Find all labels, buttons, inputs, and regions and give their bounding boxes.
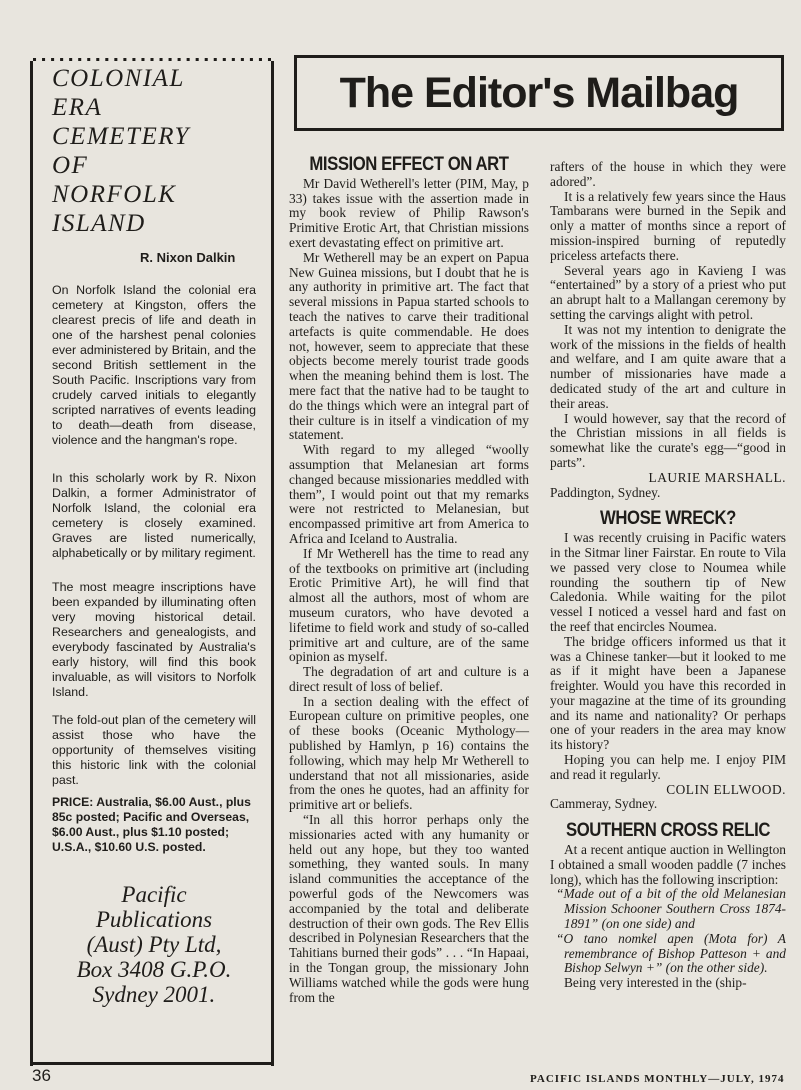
ad-border-right <box>271 60 274 1066</box>
letter-paragraph: “In all this horror perhaps only the missionaries acted with any humanity or held out any hope, but they too wanted something, they wanted souls. In many island communities the acceptance of the powerful gods of the Newcomers was accompanied by the total and deliberate destruction of their own gods. The Rev Ellis described in Polynesian Researchers that the Tahitians burned their gods” . . . “In Hapaai, in the Tongan group, the missionary John Williams watched while the gods were hung from the <box>289 812 529 1005</box>
letter-paragraph: I would however, say that the record of the Christian missions in all fields is somewhat like the curate's egg—“good in parts”. <box>550 410 786 470</box>
letter-paragraph: At a recent antique auction in Wellington I obtained a small wooden paddle (7 inches long), which has the following inscription: <box>550 842 786 887</box>
running-footer: PACIFIC ISLANDS MONTHLY—JULY, 1974 <box>530 1073 785 1085</box>
letter-paragraph: I was recently cruising in Pacific waters in the Sitmar liner Fairstar. En route to Vila we passed very close to Noumea while rounding the southern tip of New Caledonia. While waiting for the pilot vessel I noticed a vessel hard and fast on the reef that encircles Noumea. <box>550 530 786 634</box>
ad-publisher-address: Pacific Publications (Aust) Pty Ltd, Box 3408 G.P.O. Sydney 2001. <box>76 882 232 1007</box>
letter-location: Cammeray, Sydney. <box>550 796 658 812</box>
page-number: 36 <box>32 1066 51 1085</box>
letter-heading: SOUTHERN CROSS RELIC <box>566 820 770 842</box>
ad-border-bottom <box>30 1062 274 1065</box>
letter-paragraph: If Mr Wetherell has the time to read any of the textbooks on primitive art (including Erotic Primitive Art), he will find that almost all the authors, most of whom are museum curators, who have devoted a lifetime to field work and study of so-called primitive art and culture, are of the same opinion as myself. <box>289 545 529 665</box>
ad-paragraph: On Norfolk Island the colonial era cemetery at Kingston, offers the clearest precis of life and death in one of the harshest penal colonies ever administered by Britain, and the second British settlement in the South Pacific. Inscriptions vary from crudely carved initials to elegantly scripted narratives of events leading to death—death from disease, violence and the hangman's rope. <box>52 283 256 447</box>
letter-paragraph: Mr Wetherell may be an expert on Papua New Guinea missions, but I doubt that he is any authority in primitive art. The fact that several missions in Papua started schools to teach the natives to carve their traditional artefacts is quite commendable. He does not, however, seem to appreciate that these objects become merely tourist trade goods when the meaning behind them is lost. The mere fact that the native had to be taught to do the things which were an integral part of their culture is in itself a vindication of my statement. <box>289 249 529 443</box>
letter-heading: WHOSE WRECK? <box>600 508 736 530</box>
ad-price: PRICE: Australia, $6.00 Aust., plus 85c posted; Pacific and Overseas, $6.00 Aust., plus $1.10 posted; U.S.A., $10.60 U.S. posted. <box>52 795 251 854</box>
letter-paragraph: The bridge officers informed us that it was a Chinese tanker—but it looked to me as if it might have been a Japanese freighter. Would you have this recorded in your magazine at the time of its grounding and its name and nationality? Or perhaps one of your readers in the area may know its history? <box>550 633 786 753</box>
ad-book-title: COLONIAL ERA CEMETERY OF NORFOLK ISLAND <box>52 65 190 237</box>
letter-paragraph: rafters of the house in which they were adored”. <box>550 159 786 189</box>
letter-paragraph: In a section dealing with the effect of European culture on primitive peoples, one of these books (Oceanic Mythology—published by Hamlyn, p 16) contains the following, which may help Mr Wetherell to understand that not all missionaries, aside from the ones he quotes, had an affinity for primitive art or beliefs. <box>289 693 529 813</box>
letters-column-right <box>550 160 786 991</box>
ad-border-left <box>30 60 33 1066</box>
ad-paragraph: The fold-out plan of the cemetery will assist those who have the opportunity of themselves visiting this historic link with the colonial past. <box>52 713 256 787</box>
letter-paragraph: The degradation of art and culture is a direct result of loss of belief. <box>289 664 529 694</box>
letter-paragraph: Several years ago in Kavieng I was “entertained” by a story of a priest who put an abrupt halt to a Mallangan ceremony by setting the carvings alight with petrol. <box>550 262 786 322</box>
ad-frame <box>30 58 274 61</box>
letters-column-middle <box>289 154 529 1005</box>
section-banner <box>294 55 784 131</box>
ad-author: R. Nixon Dalkin <box>140 250 236 265</box>
letter-paragraph: It is a relatively few years since the Haus Tambarans were burned in the Sepik and only a matter of months since a report of mission-inspired burning of reputedly priceless artefacts there. <box>550 188 786 263</box>
letter-paragraph: Mr David Wetherell's letter (PIM, May, p 33) takes issue with the assertion made in my book review of Philip Rawson's Primitive Erotic Art, that Christian missions exert devastating effect on primitive art. <box>289 175 529 250</box>
letter-paragraph: With regard to my alleged “woolly assumption that Melanesian art forms changed because missionaries meddled with them”, I would point out that my remarks were not restricted to Melanesian, but encompassed primitive art from America to Africa and Iceland to Australia. <box>289 442 529 546</box>
letter-paragraph: It was not my intention to denigrate the work of the missions in the fields of health and welfare, and I am quite aware that a number of missionaries have made a dedicated study of the art and culture in their areas. <box>550 321 786 411</box>
letter-location: Paddington, Sydney. <box>550 484 661 500</box>
letter-quote: “O tano nomkel apen (Mota for) A remembrance of Bishop Patteson + and Bishop Selwyn +” (on the other side). <box>556 930 786 976</box>
letter-heading: MISSION EFFECT ON ART <box>309 154 509 175</box>
letter-paragraph: Hoping you can help me. I enjoy PIM and read it regularly. <box>550 752 786 782</box>
ad-paragraph: In this scholarly work by R. Nixon Dalkin, a former Administrator of Norfolk Island, the colonial era cemetery is closely examined. Graves are listed numerically, alphabetically or by military regiment. <box>52 471 256 560</box>
letter-paragraph: Being very interested in the (ship- <box>564 975 747 991</box>
letter-quote: “Made out of a bit of the old Melanesian Mission Schooner Southern Cross 1874-1891” (on one side) and <box>556 886 786 932</box>
letter-signature: COLIN ELLWOOD. <box>666 781 786 797</box>
letter-signature: LAURIE MARSHALL. <box>648 469 786 485</box>
ad-paragraph: The most meagre inscriptions have been expanded by illuminating often very moving historical detail. Researchers and genealogists, and everybody fascinated by Australia's early history, will find this book invaluable, as will visitors to Norfolk Island. <box>52 580 256 699</box>
section-title: The Editor's Mailbag <box>339 68 739 117</box>
